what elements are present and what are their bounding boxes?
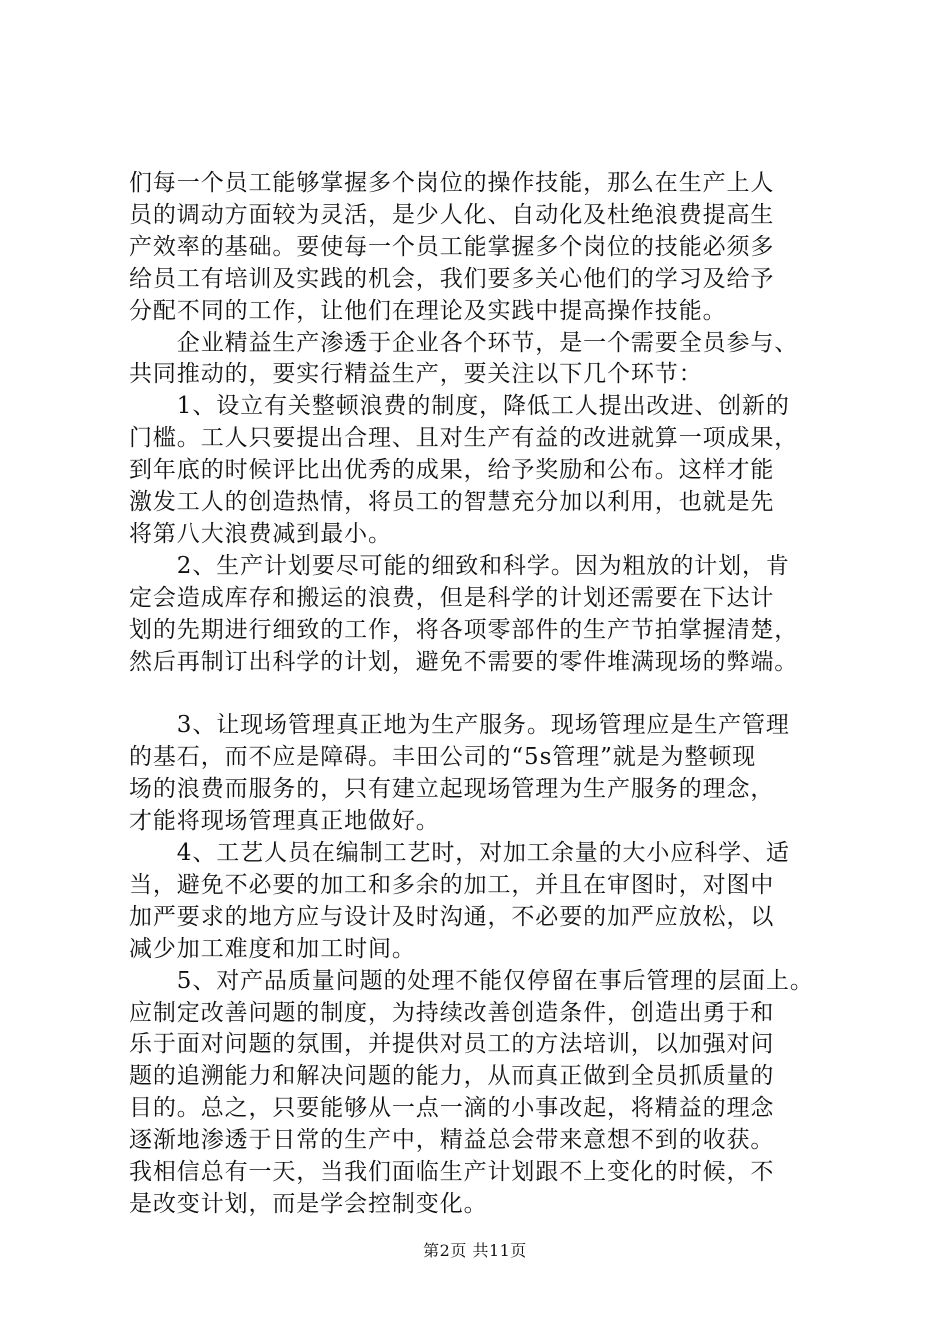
text-line: 题的追溯能力和解决问题的能力，从而真正做到全员抓质量的: [129, 1063, 775, 1090]
text-line: 到年底的时候评比出优秀的成果，给予奖励和公布。这样才能: [129, 457, 775, 484]
text-line: 产效率的基础。要使每一个员工能掌握多个岗位的技能必须多: [129, 233, 775, 260]
text-line: 当，避免不必要的加工和多余的加工，并且在审图时，对图中: [129, 871, 775, 898]
text-line: 划的先期进行细致的工作，将各项零部件的生产节拍掌握清楚，: [129, 616, 799, 643]
text-line: 共同推动的，要实行精益生产，要关注以下几个环节：: [129, 361, 703, 388]
text-line: 企业精益生产渗透于企业各个环节，是一个需要全员参与、: [129, 329, 799, 356]
text-line: 3、让现场管理真正地为生产服务。现场管理应是生产管理: [129, 712, 790, 739]
text-line: 激发工人的创造热情，将员工的智慧充分加以利用，也就是先: [129, 489, 775, 516]
text-line: 应制定改善问题的制度，为持续改善创造条件，创造出勇于和: [129, 999, 775, 1026]
text-line: 目的。总之，只要能够从一点一滴的小事改起，将精益的理念: [129, 1095, 775, 1122]
text-line: 逐渐地渗透于日常的生产中，精益总会带来意想不到的收获。: [129, 1127, 775, 1154]
text-line: 是改变计划，而是学会控制变化。: [129, 1190, 488, 1217]
text-line: 定会造成库存和搬运的浪费，但是科学的计划还需要在下达计: [129, 584, 775, 611]
blank-line: [129, 679, 829, 711]
text-line: 员的调动方面较为灵活，是少人化、自动化及杜绝浪费提高生: [129, 201, 775, 228]
text-line: 场的浪费而服务的，只有建立起现场管理为生产服务的理念，: [129, 776, 775, 803]
text-line: 5、对产品质量问题的处理不能仅停留在事后管理的层面上。: [129, 967, 814, 994]
document-body: [129, 168, 829, 1221]
text-line: 才能将现场管理真正地做好。: [129, 808, 440, 835]
text-line: 减少加工难度和加工时间。: [129, 935, 416, 962]
text-line: 2、生产计划要尽可能的细致和科学。因为粗放的计划，肯: [129, 552, 790, 579]
text-line: 的基石，而不应是障碍。丰田公司的“5s管理”就是为整顿现: [129, 744, 757, 771]
text-line: 然后再制订出科学的计划，避免不需要的零件堆满现场的弊端。: [129, 648, 799, 675]
text-line: 们每一个员工能够掌握多个岗位的操作技能，那么在生产上人: [129, 170, 775, 196]
text-line: 我相信总有一天，当我们面临生产计划跟不上变化的时候，不: [129, 1159, 775, 1186]
text-line: 给员工有培训及实践的机会，我们要多关心他们的学习及给予: [129, 265, 775, 292]
text-line: 4、工艺人员在编制工艺时，对加工余量的大小应科学、适: [129, 840, 790, 867]
page-number-footer: 第2页 共11页: [423, 1241, 527, 1260]
text-line: 加严要求的地方应与设计及时沟通，不必要的加严应放松，以: [129, 903, 775, 930]
text-line: 1、设立有关整顿浪费的制度，降低工人提出改进、创新的: [129, 393, 790, 420]
text-line: 乐于面对问题的氛围，并提供对员工的方法培训，以加强对问: [129, 1031, 775, 1058]
text-line: 将第八大浪费减到最小。: [129, 520, 392, 547]
text-line: 门槛。工人只要提出合理、且对生产有益的改进就算一项成果，: [129, 425, 799, 452]
text-line: 分配不同的工作，让他们在理论及实践中提高操作技能。: [129, 297, 727, 324]
